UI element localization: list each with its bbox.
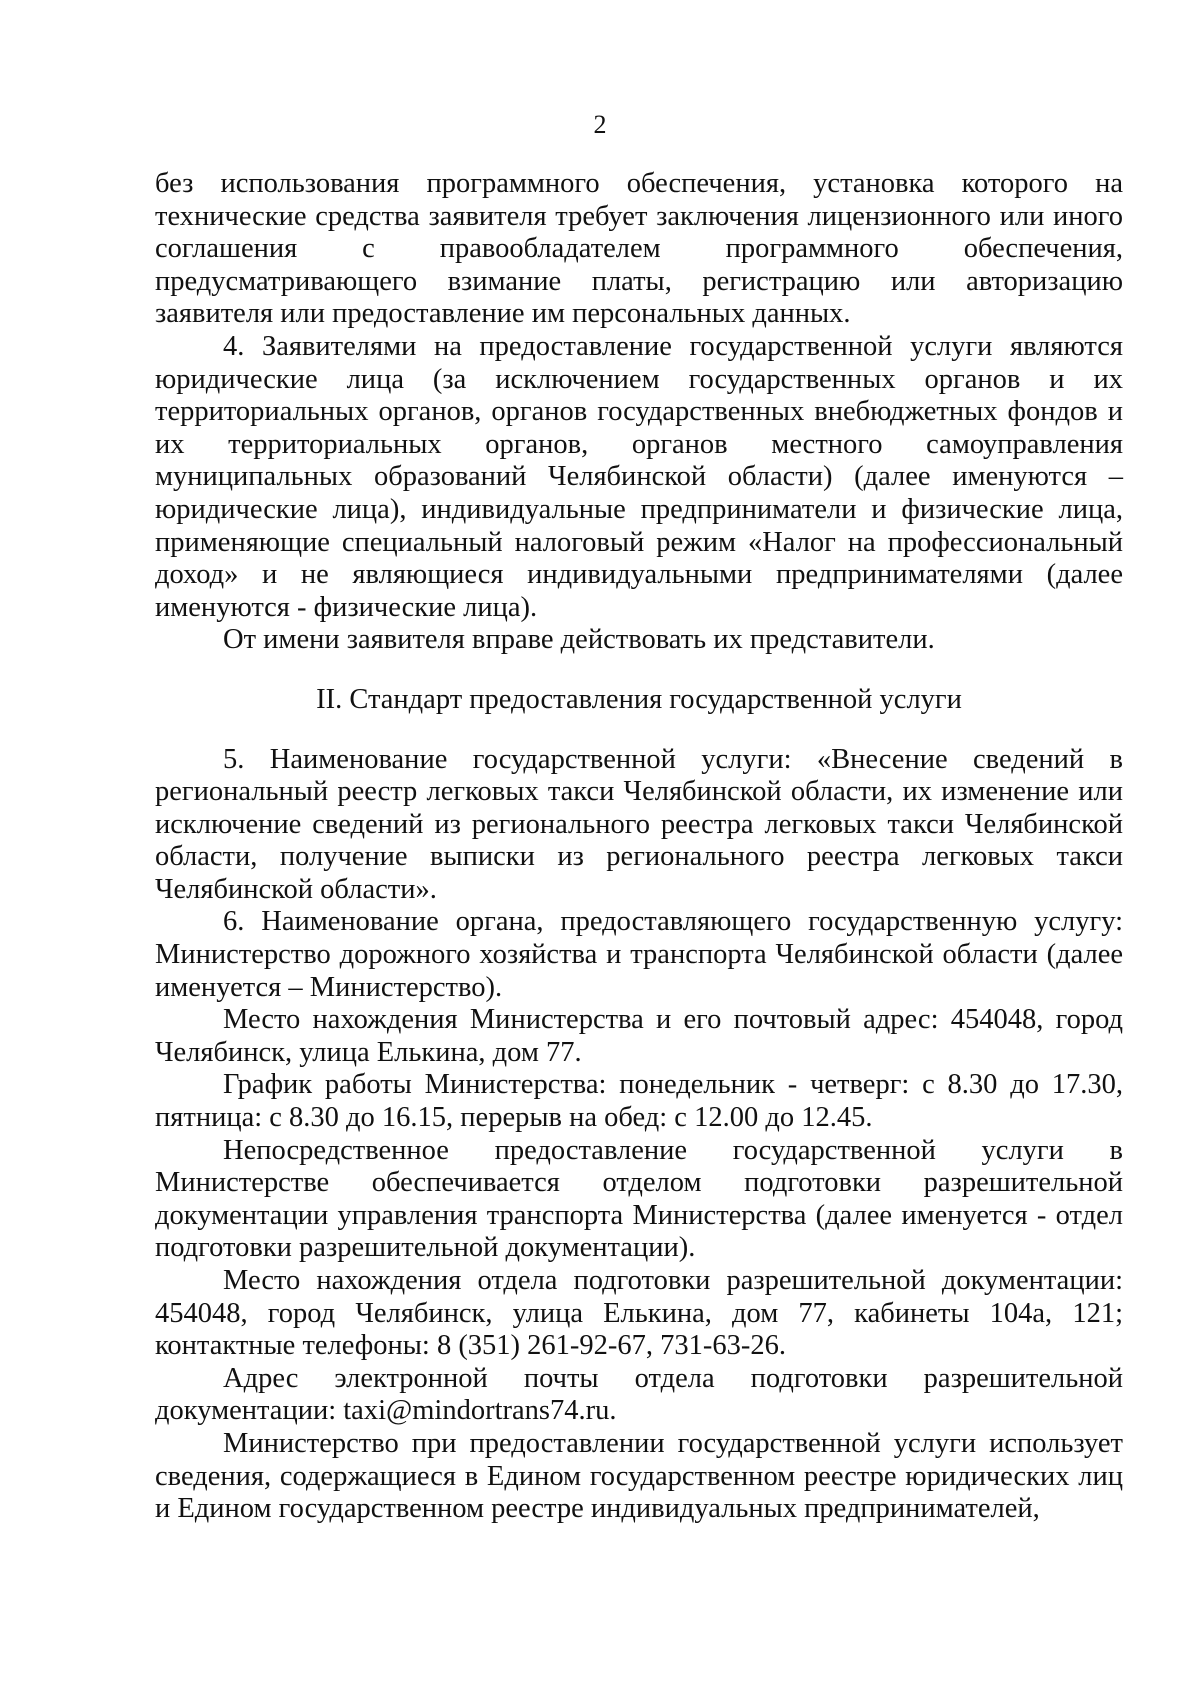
paragraph-registries: Министерство при предоставлении государственной услуги использует сведения, содержащиеся в Едином государственном реестре юридических лиц и Едином государственном реестре индивидуальных предпринимателей, xyxy=(155,1427,1123,1525)
paragraph-item-6: 6. Наименование органа, предоставляющего государственную услугу: Министерство дорожного хозяйства и транспорта Челябинской области (далее именуется – Министерство). xyxy=(155,906,1123,1003)
paragraph-work-schedule: График работы Министерства: понедельник - четверг: с 8.30 до 17.30, пятница: с 8.30 до 16.15, перерыв на обед: с 12.00 до 12.45. xyxy=(155,1069,1123,1134)
paragraph-item-5: 5. Наименование государственной услуги: «Внесение сведений в региональный реестр легковых такси Челябинской области, их изменение или исключение сведений из регионального реестра легковых такси Челябинской области, получение выписки из регионального реестра легковых такси Челябинской области». xyxy=(155,743,1123,905)
paragraph-continuation: без использования программного обеспечения, установка которого на технические средства заявителя требует заключения лицензионного или иного соглашения с правообладателем программного обеспечения, предусматривающего взимание платы, регистрацию или авторизацию заявителя или предоставление им персональных данных. xyxy=(155,168,1123,330)
paragraph-ministry-address: Место нахождения Министерства и его почтовый адрес: 454048, город Челябинск, улица Елькина, дом 77. xyxy=(155,1004,1123,1068)
page-number: 2 xyxy=(593,110,607,139)
paragraph-representatives: От имени заявителя вправе действовать их представители. xyxy=(223,624,935,656)
section-heading: II. Стандарт предоставления государственной услуги xyxy=(316,683,962,715)
paragraph-email: Адрес электронной почты отдела подготовки разрешительной документации: taxi@mindortrans74.ru. xyxy=(155,1362,1123,1427)
document-body xyxy=(155,168,1123,1526)
paragraph-item-4: 4. Заявителями на предоставление государственной услуги являются юридические лица (за исключением государственных органов и их территориальных органов, органов государственных внебюджетных фондов и их территориальных органов, органов местного самоуправления муниципальных образований Челябинской области) (далее именуются – юридические лица), индивидуальные предприниматели и физические лица, применяющие специальный налоговый режим «Налог на профессиональный доход» и не являющиеся индивидуальными предпринимателями (далее именуются - физические лица). xyxy=(155,330,1123,623)
paragraph-department: Непосредственное предоставление государственной услуги в Министерстве обеспечивается отделом подготовки разрешительной документации управления транспорта Министерства (далее именуется - отдел подготовки разрешительной документации). xyxy=(155,1134,1123,1264)
paragraph-department-address: Место нахождения отдела подготовки разрешительной документации: 454048, город Челябинск, улица Елькина, дом 77, кабинеты 104а, 121; контактные телефоны: 8 (351) 261-92-67, 731-63-26. xyxy=(155,1265,1123,1362)
